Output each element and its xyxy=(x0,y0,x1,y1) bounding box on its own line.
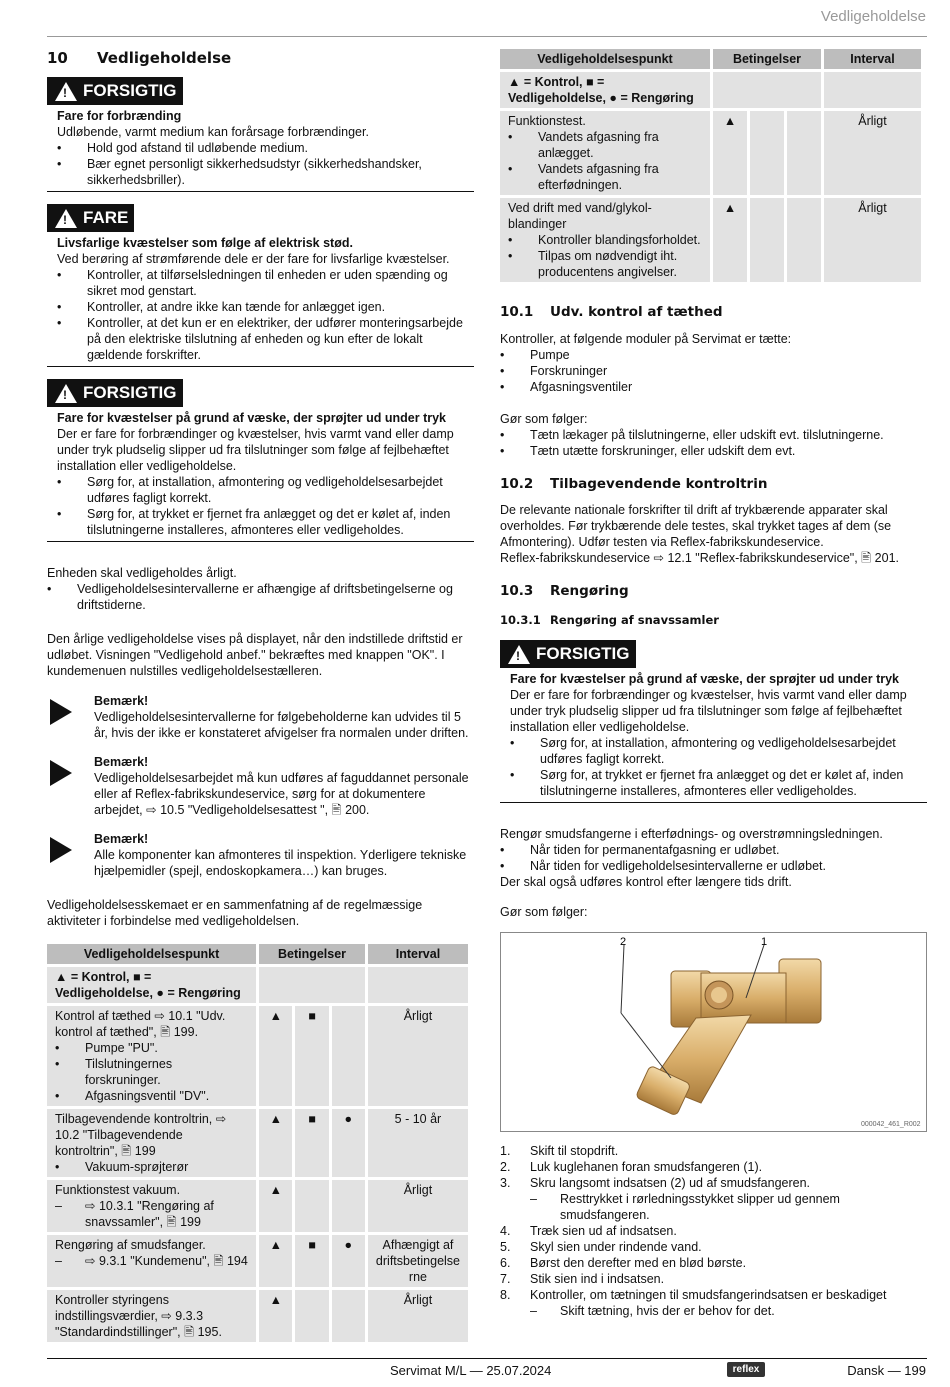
row-text: Tilbagevendende kontroltrin, ⇨ 10.2 "Tilbagevendende kontroltrin", 🖹 199 xyxy=(55,1112,227,1158)
signal-word-box xyxy=(47,379,183,407)
section-number: 10 xyxy=(47,49,68,67)
note-title: Bemærk! xyxy=(94,694,149,708)
condition-check: ▲ xyxy=(713,198,747,282)
table-header: Betingelser xyxy=(713,49,821,69)
table-row: Funktionstest. • Vandets afgasning fra anlægget. • Vandets afgasning fra efterfødningen. ▲ Årligt xyxy=(500,111,921,195)
row-text: Funktionstest vakuum. xyxy=(55,1183,181,1197)
step-item: Træk sien ud af indsatsen. xyxy=(530,1224,677,1238)
condition-maintenance xyxy=(295,1180,328,1232)
interval-cell: Afhængigt af driftsbetingelse rne xyxy=(368,1235,468,1287)
step-list: 1. Skift til stopdrift. 2. Luk kuglehanen foran smudsfangeren (1). 3. Skru langsomt indsatsen (2) ud af smudsfangeren. – Resttrykket i rørledningsstykket slipper ud gennem smudsfangeren. 4. Træk sien ud af indsatsen. 5. Skyl sien under rindende vand. 6. Børst den derefter med en blød børste. 7. Stik sien ind i indsatsen. 8. Kontroller, om tætningen til smudsfangerindsatsen er beskadiget – Skift tætning, hvis der er behov for det. xyxy=(500,1143,927,1319)
table-legend: ▲ = Kontrol, ■ = Vedligeholdelse, ● = Rengøring xyxy=(500,72,710,108)
interval-cell: Årligt xyxy=(824,198,921,282)
warning-text: Ved berøring af strømførende dele er der fare for livsfarlige kvæstelser. xyxy=(57,252,450,266)
step-item: Kontroller, om tætningen til smudsfangerindsatsen er beskadiget xyxy=(530,1288,887,1302)
warning-bullet: Kontroller, at tilførselsledningen til enheden er uden spænding og sikret mod genstart. xyxy=(87,268,448,298)
table-row: Funktionstest vakuum. – ⇨ 10.3.1 "Rengøring af snavssamler", 🖹 199 ▲ Årligt xyxy=(47,1180,468,1232)
table-row: Ved drift med vand/glykol-blandinger • Kontroller blandingsforholdet. • Tilpas om nødvendigt iht. producentens angivelser. ▲ Årligt xyxy=(500,198,921,282)
signal-word: FORSIGTIG xyxy=(536,644,630,663)
note-arrow-icon xyxy=(50,699,72,725)
condition-cleaning: ● xyxy=(332,1235,365,1287)
condition-cleaning: ● xyxy=(332,1109,365,1177)
warning-triangle-icon: ! xyxy=(55,82,77,101)
warning-bullet: Hold god afstand til udløbende medium. xyxy=(87,141,308,155)
table-header: Vedligeholdelsespunkt xyxy=(500,49,710,69)
list-item: Tætn lækager på tilslutningerne, eller udskift evt. tilslutningerne. xyxy=(530,428,884,442)
note-text: Alle komponenter kan afmonteres til inspektion. Yderligere tekniske hjælpemidler (spejl, endoskopkamera…) kan bruges. xyxy=(94,848,467,878)
strainer-illustration xyxy=(501,933,926,1129)
list-item: Afgasningsventiler xyxy=(530,380,633,394)
body-text: De relevante nationale forskrifter til drift af trykbærende apparater skal overholdes. Før trykbærende dele testes, skal trykket tages af dem (se Afmontering). Udfør testen via Reflex-fabrikskundeservice. xyxy=(500,503,892,549)
list-item: Forskruninger xyxy=(530,364,608,378)
interval-cell: Årligt xyxy=(824,111,921,195)
warning-bullet: Sørg for, at installation, afmontering og vedligeholdelsesarbejdet udføres fagligt korrekt. xyxy=(87,475,443,505)
row-text: Kontrol af tæthed ⇨ 10.1 "Udv. kontrol af tæthed", 🖹 199. xyxy=(55,1009,226,1039)
note-arrow-icon xyxy=(50,760,72,786)
subsection-heading: 10.3 Rengøring xyxy=(500,583,629,599)
section-heading xyxy=(47,50,474,66)
list-item: Tætn utætte forskruninger, eller udskift dem evt. xyxy=(530,444,796,458)
running-header: Vedligeholdelse xyxy=(820,8,926,25)
warning-text: Der er fare for forbrændinger og kvæstelser, hvis varmt vand eller damp under tryk pludselig slipper ud fra tilslutninger som følge af fejlbehæftet installation eller vedligeholdelse. xyxy=(57,427,454,473)
intro-bullet: Vedligeholdelsesintervallerne er afhængige af driftsbetingelserne og driftstiderne. xyxy=(77,582,453,612)
footer-rule xyxy=(47,1358,927,1359)
maintenance-table-continued xyxy=(497,46,924,285)
callout-label-1: 1 xyxy=(761,936,768,948)
step-item: Skift til stopdrift. xyxy=(530,1144,619,1158)
left-column: 10 Vedligeholdelse ! FORSIGTIG Fare for forbrænding Udløbende, varmt medium kan forårsage forbrændinger. • Hold god afstand til udløbende medium. • Bær egnet personligt sikkerhedsudstyr (sikkerhedshandsker, sikkerhedsbriller). ! FARE Livsfarlige kvæstelser som følge af elektrisk stød. Ved berøring af strømførende dele er der fare for livsfarlige kvæstelser. • Kontroller, at tilførselsledningen til enheden er uden spænding og sikret mod genstart. • Kontroller, at andre ikke kan tænde for anlægget igen. • Kontroller, at det kun er en elektriker, der udfører monteringsarbejde på den elektriske tilslutning af enheden og kun efter de lokalt gældende forskrifter. ! FORSIGTIG Fare for kvæstelser på grund af væske, der sprøjter ud under tryk Der er fare for forbrændinger og kvæstelser, hvis varmt vand eller damp under tryk pludselig slipper ud fra tilslutninger som følge af fejlbehæftet installation eller vedligeholdelse. • Sørg for, at installation, afmontering og vedligeholdelsesarbejdet udføres fagligt korrekt. • Sørg for, at trykket er fjernet fra anlægget og det er kølet af, inden tilslutningerne installeres, afmonteres eller vedligeholdes. Enheden skal vedligeholdes årligt. • Vedligeholdelsesintervallerne er afhængige af driftsbetingelserne og driftstiderne. Den årlige vedligeholdelse vises på displayet, når den indstillede driftstid er udløbet. Visningen "Vedligehold anbef." bekræftes med knappen "OK". I kundemenuen nulstilles vedligeholdelsestælleren. Bemærk! Vedligeholdelsesintervallerne for følgebeholderne kan udvides til 5 år, hvis der ikke er konstateret afvigelser fra normalen under driften. Bemærk! Vedligeholdelsesarbejdet må kun udføres af faguddannet personale eller af Reflex-fabrikskundeservice, sørg for at dokumentere arbejdet, ⇨ 10.5 "Vedligeholdelsesattest ", 🖹 200. Bemærk! Alle komponenter kan afmonteres til inspektion. Yderligere tekniske hjælpemidler (spejl, endoskopkamera…) kan bruges. Vedligeholdelsesskemaet er en sammenfatning af de regelmæssige aktiviteter i forbindelse med vedligeholdelsen. Vedligeholdelsespunkt Betingelser Interval ▲ = Kontrol, ■ = Vedligeholdelse, ● = Rengøring Kontrol af tæthed ⇨ 10.1 "Udv. kontrol af tæthed", 🖹 199. • Pumpe "PU". • Tilslutningernes forskruninger. • Afgasningsventil "DV". ▲ ■ Årligt Tilbagevendende kontroltrin, ⇨ 10.2 "Tilbagevendende kontroltrin", 🖹 199 • Vakuum-sprøjterør ▲ ■ ● 5 - 10 år Funktionstest vakuum. – ⇨ 10.3.1 "Rengøring af snavssamler", 🖹 199 ▲ Årligt Rengøring af smudsfanger. – ⇨ 9.3.1 "Kundemenu", 🖹 194 ▲ ■ ● Afhængigt af driftsbetingelse rne Kontroller styringens indstillingsværdier, ⇨ 9.3.3 "Standardindstillinger", 🖹 195. ▲ Årligt xyxy=(47,48,474,1345)
condition-check: ▲ xyxy=(259,1290,292,1342)
table-header: Vedligeholdelsespunkt xyxy=(47,944,256,964)
condition-check: ▲ xyxy=(259,1109,292,1177)
note-2 xyxy=(47,754,474,818)
condition-check: ▲ xyxy=(259,1235,292,1287)
table-header: Betingelser xyxy=(259,944,365,964)
interval-cell: Årligt xyxy=(368,1006,468,1106)
note-arrow-icon xyxy=(50,837,72,863)
interval-cell: Årligt xyxy=(368,1180,468,1232)
body-text: Gør som følger: xyxy=(500,905,588,919)
condition-check: ▲ xyxy=(259,1180,292,1232)
right-column: Vedligeholdelsespunkt Betingelser Interval ▲ = Kontrol, ■ = Vedligeholdelse, ● = Rengøring Funktionstest. • Vandets afgasning fra anlægget. • Vandets afgasning fra efterfødningen. ▲ Årligt Ved drift med vand/glykol-blandinger • Kontroller blandingsforholdet. • Tilpas om nødvendigt iht. producentens angivelser. ▲ Årligt 10.1 Udv. kontrol af tæthed Kontroller, at følgende moduler på Servimat er tætte: • Pumpe • Forskruninger • Afgasningsventiler Gør som følger: • Tætn lækager på tilslutningerne, eller udskift evt. tilslutningerne. • Tætn utætte forskruninger, eller udskift dem evt. 10.2 Tilbagevendende kontroltrin De relevante nationale forskrifter til drift af trykbærende apparater skal overholdes. Før trykbærende dele testes, skal trykket tages af dem (se Afmontering). Udfør testen via Reflex-fabrikskundeservice. Reflex-fabrikskundeservice ⇨ 12.1 "Reflex-fabrikskundeservice", 🖹 201. 10.3 Rengøring 10.3.1 Rengøring af snavssamler ! FORSIGTIG Fare for kvæstelser på grund af væske, der sprøjter ud under tryk Der er fare for forbrændinger og kvæstelser, hvis varmt vand eller damp under tryk pludselig slipper ud fra tilslutninger som følge af fejlbehæftet installation eller vedligeholdelse. • Sørg for, at installation, afmontering og vedligeholdelsesarbejdet udføres fagligt korrekt. • Sørg for, at trykket er fjernet fra anlægget og det er kølet af, inden tilslutningerne installeres, afmonteres eller vedligeholdes. Rengør smudsfangerne i efterfødnings- og overstrømningsledningen. • Når tiden for permanentafgasning er udløbet. • Når tiden for vedligeholdelsesintervallerne er udløbet. Der skal også udføres kontrol efter længere tids drift. Gør som følger: 2 1 000042_461_R002 1. Skift til stopdrift. 2. Luk kuglehanen foran smudsfangeren (1). 3. Skru langsomt indsatsen (2) ud af smudsfangeren. – Resttrykket i rørledningsstykket slipper ud gennem smudsfangeren. 4. Træk sien ud af indsatsen. 5. Skyl sien under rindende vand. 6. Børst den derefter med en blød børste. 7. Stik sien ind i indsatsen. 8. Kontroller, om tætningen til smudsfangerindsatsen er beskadiget – Skift tætning, hvis der er behov for det. xyxy=(500,48,927,1319)
warning-bullet: Bær egnet personligt sikkerhedsudstyr (sikkerhedshandsker, sikkerhedsbriller). xyxy=(87,157,422,187)
condition-cleaning xyxy=(332,1180,365,1232)
step-subitem: Skift tætning, hvis der er behov for det. xyxy=(560,1304,775,1318)
footer-product: Servimat M/L — 25.07.2024 xyxy=(390,1363,552,1378)
signal-word-box xyxy=(47,204,134,232)
list-item: Når tiden for permanentafgasning er udløbet. xyxy=(530,843,780,857)
row-bullet: Vandets afgasning fra efterfødningen. xyxy=(538,162,659,192)
warning-bullet: Kontroller, at det kun er en elektriker, der udfører monteringsarbejde på den elektriske tilslutning af enheden og kun efter de lokalt gældende forskrifter. xyxy=(87,316,463,362)
note-title: Bemærk! xyxy=(94,755,149,769)
subsubsection-heading: 10.3.1 Rengøring af snavssamler xyxy=(500,613,719,627)
row-bullet: Pumpe "PU". xyxy=(85,1041,158,1055)
signal-word-box xyxy=(500,640,636,668)
warning-triangle-icon: ! xyxy=(508,645,530,664)
step-item: Skru langsomt indsatsen (2) ud af smudsfangeren. xyxy=(530,1176,811,1190)
signal-word: FORSIGTIG xyxy=(83,383,177,402)
condition-check: ▲ xyxy=(713,111,747,195)
warning-text: Der er fare for forbrændinger og kvæstelser, hvis varmt vand eller damp under tryk pludselig slipper ud fra tilslutninger som følge af fejlbehæftet installation eller vedligeholdelse. xyxy=(510,688,907,734)
table-row: Rengøring af smudsfanger. – ⇨ 9.3.1 "Kundemenu", 🖹 194 ▲ ■ ● Afhængigt af driftsbetingelse rne xyxy=(47,1235,468,1287)
condition-cleaning xyxy=(332,1290,365,1342)
condition-check: ▲ xyxy=(259,1006,292,1106)
row-bullet: Vandets afgasning fra anlægget. xyxy=(538,130,659,160)
body-text: Reflex-fabrikskundeservice ⇨ 12.1 "Reflex-fabrikskundeservice", 🖹 201. xyxy=(500,551,900,565)
step-subitem: Resttrykket i rørledningsstykket slipper ud gennem smudsfangeren. xyxy=(560,1192,840,1222)
note-title: Bemærk! xyxy=(94,832,149,846)
table-header: Interval xyxy=(368,944,468,964)
list-item: Pumpe xyxy=(530,348,570,362)
row-bullet: Tilslutningernes forskruninger. xyxy=(85,1057,173,1087)
body-text: Der skal også udføres kontrol efter længere tids drift. xyxy=(500,875,792,889)
intro-paragraph: Den årlige vedligeholdelse vises på displayet, når den indstillede driftstid er udløbet. Visningen "Vedligehold anbef." bekræftes med knappen "OK". I kundemenuen nulstilles vedligeholdelsestælleren. xyxy=(47,632,463,678)
table-legend: ▲ = Kontrol, ■ = Vedligeholdelse, ● = Rengøring xyxy=(47,967,256,1003)
intro-text: Enheden skal vedligeholdes årligt. xyxy=(47,566,237,580)
warning-title: Fare for kvæstelser på grund af væske, der sprøjter ud under tryk xyxy=(510,672,900,686)
interval-cell: 5 - 10 år xyxy=(368,1109,468,1177)
callout-label-2: 2 xyxy=(620,936,627,948)
table-header: Interval xyxy=(824,49,921,69)
note-1 xyxy=(47,693,474,741)
row-text: Kontroller styringens indstillingsværdier, ⇨ 9.3.3 "Standardindstillinger", 🖹 195. xyxy=(55,1293,222,1339)
body-text: Kontroller, at følgende moduler på Servimat er tætte: xyxy=(500,332,792,346)
condition-cleaning xyxy=(332,1006,365,1106)
condition-maintenance: ■ xyxy=(295,1109,328,1177)
row-bullet: Kontroller blandingsforholdet. xyxy=(538,233,701,247)
warning-bullet: Sørg for, at installation, afmontering og vedligeholdelsesarbejdet udføres fagligt korrekt. xyxy=(540,736,896,766)
signal-word-box xyxy=(47,77,183,105)
section-title: Vedligeholdelse xyxy=(97,49,232,67)
warning-triangle-icon: ! xyxy=(55,209,77,228)
maintenance-table xyxy=(44,941,471,1345)
body-text: Rengør smudsfangerne i efterfødnings- og overstrømningsledningen. xyxy=(500,827,883,841)
condition-maintenance: ■ xyxy=(295,1235,328,1287)
table-row xyxy=(47,1290,468,1342)
step-item: Luk kuglehanen foran smudsfangeren (1). xyxy=(530,1160,763,1174)
list-item: Når tiden for vedligeholdelsesintervallerne er udløbet. xyxy=(530,859,826,873)
step-item: Børst den derefter med en blød børste. xyxy=(530,1256,747,1270)
table-row: Kontrol af tæthed ⇨ 10.1 "Udv. kontrol af tæthed", 🖹 199. • Pumpe "PU". • Tilslutningernes forskruninger. • Afgasningsventil "DV". ▲ ■ Årligt xyxy=(47,1006,468,1106)
warning-title: Fare for forbrænding xyxy=(57,109,182,123)
warning-text: Udløbende, varmt medium kan forårsage forbrændinger. xyxy=(57,125,369,139)
warning-forsigtig-burn: ! FORSIGTIG Fare for forbrænding Udløbende, varmt medium kan forårsage forbrændinger. • Hold god afstand til udløbende medium. • Bær egnet personligt sikkerhedsudstyr (sikkerhedshandsker, sikkerhedsbriller). xyxy=(47,77,474,192)
warning-title: Fare for kvæstelser på grund af væske, der sprøjter ud under tryk xyxy=(57,411,447,425)
row-bullet: Vakuum-sprøjterør xyxy=(85,1160,189,1174)
schema-text: Vedligeholdelsesskemaet er en sammenfatning af de regelmæssige aktiviteter i forbindelse med vedligeholdelsen. xyxy=(47,898,423,928)
warning-bullet: Sørg for, at trykket er fjernet fra anlægget og det er kølet af, inden tilslutningerne installeres, afmonteres eller vedligeholdes. xyxy=(87,507,451,537)
condition-maintenance xyxy=(295,1290,328,1342)
step-item: Skyl sien under rindende vand. xyxy=(530,1240,702,1254)
body-text: Gør som følger: xyxy=(500,412,588,426)
warning-triangle-icon: ! xyxy=(55,384,77,403)
note-text: Vedligeholdelsesarbejdet må kun udføres af faguddannet personale eller af Reflex-fabrikskundeservice, sørg for at dokumentere arbejdet, ⇨ 10.5 "Vedligeholdelsesattest ", 🖹 200. xyxy=(94,771,469,817)
warning-bullet: Kontroller, at andre ikke kan tænde for anlægget igen. xyxy=(87,300,386,314)
row-dash-item: ⇨ 10.3.1 "Rengøring af snavssamler", 🖹 199 xyxy=(85,1199,214,1229)
step-item: Stik sien ind i indsatsen. xyxy=(530,1272,665,1286)
row-text: Ved drift med vand/glykol-blandinger xyxy=(508,201,652,231)
footer-page: Dansk — 199 xyxy=(847,1363,926,1378)
figure-code: 000042_461_R002 xyxy=(861,1121,921,1128)
warning-bullet: Sørg for, at trykket er fjernet fra anlægget og det er kølet af, inden tilslutningerne installeres, afmonteres eller vedligeholdes. xyxy=(540,768,904,798)
subsection-heading: 10.2 Tilbagevendende kontroltrin xyxy=(500,476,768,492)
note-3 xyxy=(47,831,474,879)
warning-forsigtig-pressure: ! FORSIGTIG Fare for kvæstelser på grund af væske, der sprøjter ud under tryk Der er fare for forbrændinger og kvæstelser, hvis varmt vand eller damp under tryk pludselig slipper ud fra tilslutninger som følge af fejlbehæftet installation eller vedligeholdelse. • Sørg for, at installation, afmontering og vedligeholdelsesarbejdet udføres fagligt korrekt. • Sørg for, at trykket er fjernet fra anlægget og det er kølet af, inden tilslutningerne installeres, afmonteres eller vedligeholdes. xyxy=(47,379,474,542)
table-row: Tilbagevendende kontroltrin, ⇨ 10.2 "Tilbagevendende kontroltrin", 🖹 199 • Vakuum-sprøjterør ▲ ■ ● 5 - 10 år xyxy=(47,1109,468,1177)
condition-maintenance: ■ xyxy=(295,1006,328,1106)
reflex-logo: reflex xyxy=(727,1362,765,1377)
row-text: Rengøring af smudsfanger. xyxy=(55,1238,206,1252)
strainer-figure xyxy=(500,932,927,1132)
warning-forsigtig-pressure-2: ! FORSIGTIG Fare for kvæstelser på grund af væske, der sprøjter ud under tryk Der er fare for forbrændinger og kvæstelser, hvis varmt vand eller damp under tryk pludselig slipper ud fra tilslutninger som følge af fejlbehæftet installation eller vedligeholdelse. • Sørg for, at installation, afmontering og vedligeholdelsesarbejdet udføres fagligt korrekt. • Sørg for, at trykket er fjernet fra anlægget og det er kølet af, inden tilslutningerne installeres, afmonteres eller vedligeholdes. xyxy=(500,640,927,803)
signal-word: FARE xyxy=(83,208,129,227)
signal-word: FORSIGTIG xyxy=(83,81,177,100)
interval-cell: Årligt xyxy=(368,1290,468,1342)
header-rule xyxy=(47,36,927,37)
row-bullet: Tilpas om nødvendigt iht. producentens angivelser. xyxy=(538,249,678,279)
subsection-heading: 10.1 Udv. kontrol af tæthed xyxy=(500,304,723,320)
row-dash-item: ⇨ 9.3.1 "Kundemenu", 🖹 194 xyxy=(85,1254,248,1268)
row-text: Funktionstest. xyxy=(508,114,586,128)
row-bullet: Afgasningsventil "DV". xyxy=(85,1089,210,1103)
note-text: Vedligeholdelsesintervallerne for følgebeholderne kan udvides til 5 år, hvis der ikke er konstateret afvigelser fra normalen under driften. xyxy=(94,710,469,740)
warning-fare-electric: ! FARE Livsfarlige kvæstelser som følge af elektrisk stød. Ved berøring af strømførende dele er der fare for livsfarlige kvæstelser. • Kontroller, at tilførselsledningen til enheden er uden spænding og sikret mod genstart. • Kontroller, at andre ikke kan tænde for anlægget igen. • Kontroller, at det kun er en elektriker, der udfører monteringsarbejde på den elektriske tilslutning af enheden og kun efter de lokalt gældende forskrifter. xyxy=(47,204,474,367)
warning-title: Livsfarlige kvæstelser som følge af elektrisk stød. xyxy=(57,236,353,250)
